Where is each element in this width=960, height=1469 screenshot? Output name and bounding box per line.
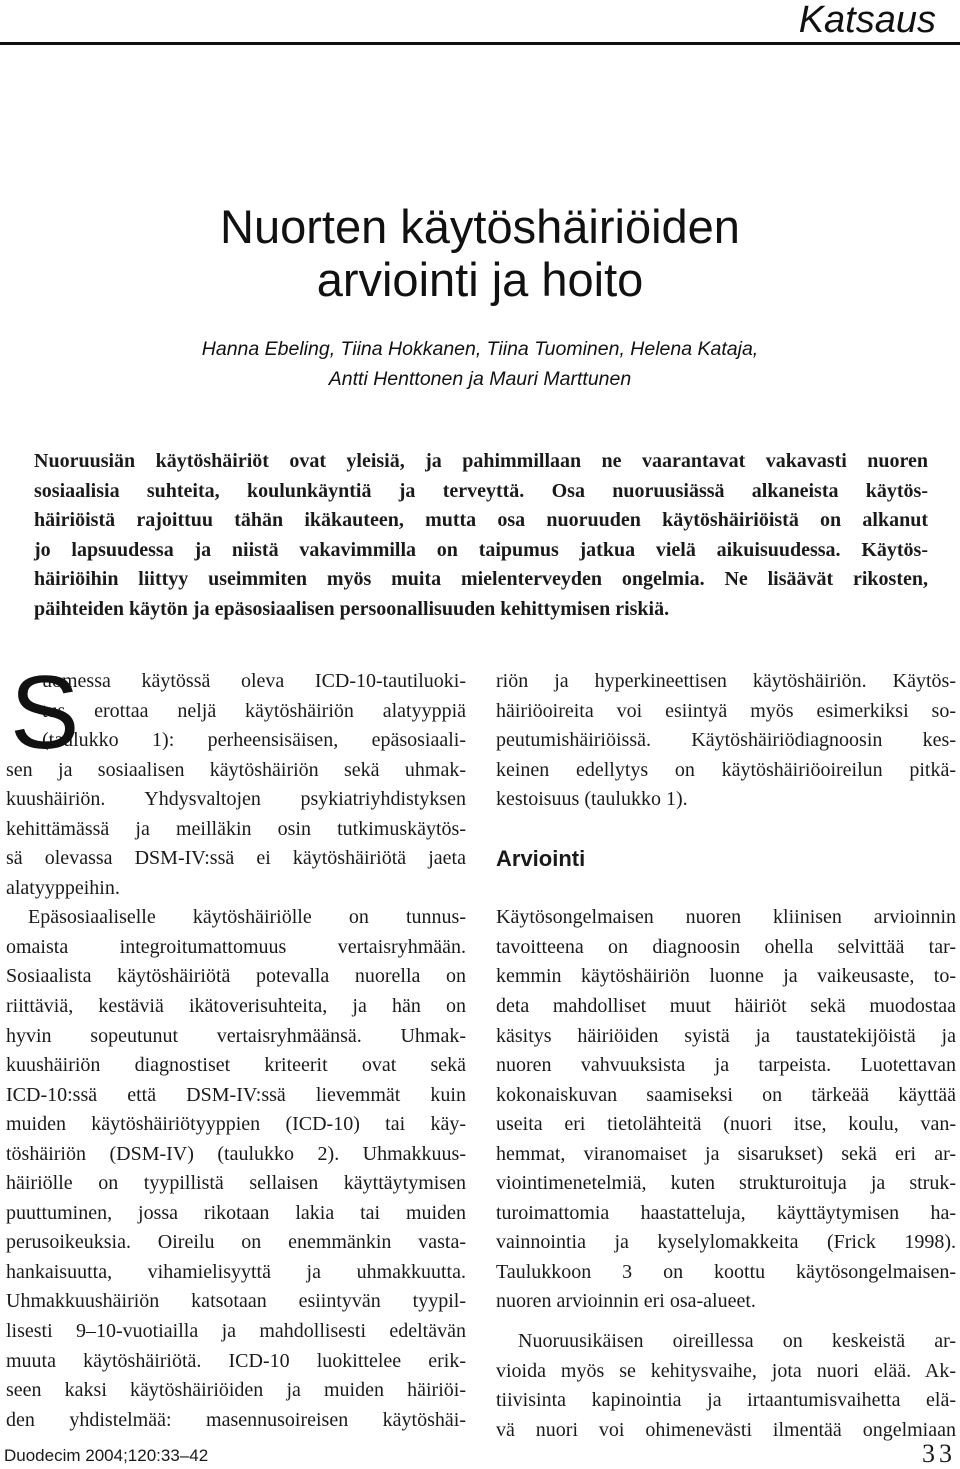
text-line: vä nuori voi ohimenevästi ilmentää ongelmiaan [496,1418,956,1441]
text-line: hankaisuutta, vihamielisyyttä ja uhmakkuutta. [6,1260,466,1283]
text-line: Nuoruusikäisen oireillessa on keskeistä ar- [518,1330,956,1353]
text-line: seen kaksi käytöshäiriöiden ja muiden häiriöi- [6,1379,466,1402]
text-line: vainnointia ja kyselylomakkeita (Frick 1998). [496,1231,956,1254]
drop-cap: S [10,655,80,771]
title-line: arviointi ja hoito [316,253,644,306]
section-heading: Arviointi [496,846,586,872]
paragraph [496,1327,956,1445]
text-line: sen ja sosiaalisen käytöshäiriön sekä uhmak- [6,758,466,781]
text-line: muiden käytöshäiriötyyppien (ICD-10) tai käy- [6,1113,466,1136]
text-line: Taulukkoon 3 on koottu käytösongelmaisen- [496,1260,956,1283]
text-line: peutumishäiriöissä. Käytöshäiriödiagnoosin kes- [496,729,956,752]
journal-citation: Duodecim 2004;120:33–42 [4,1446,209,1465]
text-line: Uhmakkuushäiriön katsotaan esiintyvän tyypil- [6,1290,466,1313]
abstract-line: Nuoruusiän käytöshäiriöt ovat yleisiä, ja pahimmillaan ne vaarantavat vakavasti nuoren [34,450,928,472]
text-line: Epäsosiaaliselle käytöshäiriölle on tunnus- [28,906,466,929]
text-line: ICD-10:ssä että DSM-IV:ssä lievemmät kuin [6,1083,466,1106]
text-line: deta mahdolliset muut häiriöt sekä muodostaa [496,995,956,1018]
text-line: kokonaiskuvan saamiseksi on tärkeää käyttää [496,1083,956,1106]
text-line: viointimenetelmiä, kuten strukturoituja ja struk- [496,1172,956,1195]
text-line: hemmat, viranomaiset ja sisarukset) sekä eri ar- [496,1142,956,1165]
text-line: (taulukko 1): perheensisäisen, epäsosiaali- [42,729,466,752]
text-line: turoimattomia haastatteluja, käyttäytymisen ha- [496,1201,956,1224]
title-line: Nuorten käytöshäiriöiden [220,200,740,253]
text-line: töshäiriön (DSM-IV) (taulukko 2). Uhmakkuus- [6,1142,466,1165]
text-line: hyvin sopeutunut vertaisryhmäänsä. Uhmak- [6,1024,466,1047]
text-line: käsitys häiriöiden syistä ja taustatekijöistä ja [496,1024,956,1047]
author-list [0,334,960,394]
text-line: kuushäiriön diagnostiset kriteerit ovat sekä [6,1054,466,1077]
text-line: perusoikeuksia. Oireilu on enemmänkin vasta- [6,1231,466,1254]
abstract [34,447,928,624]
author-line: Antti Henttonen ja Mauri Marttunen [328,368,632,390]
paragraph [6,903,466,1435]
text-line: Sosiaalista käytöshäiriötä potevalla nuorella on [6,965,466,988]
text-line: tiivisinta kapinointia ja irtaantumisvaihetta elä- [496,1389,956,1412]
text-line: tavoitteena on diagnoosin ohella selvittää tar- [496,935,956,958]
abstract-line: päihteiden käytön ja epäsosiaalisen persoonallisuuden kehittymisen riskiä. [34,597,670,620]
text-line: kemmin käytöshäiriön luonne ja vaikeusaste, to- [496,965,956,988]
section-label: Katsaus [798,0,936,41]
text-line: kestoisuus (taulukko 1). [496,788,688,811]
text-line: useita eri tietolähteitä (nuori itse, koulu, van- [496,1113,956,1136]
text-line: den yhdistelmää: masennusoireisen käytöshäi- [6,1408,466,1431]
text-line: Käytösongelmaisen nuoren kliinisen arvioinnin [496,906,956,929]
left-column [6,655,466,1435]
author-line: Hanna Ebeling, Tiina Hokkanen, Tiina Tuominen, Helena Kataja, [201,338,759,360]
text-line: muuta käytöshäiriötä. ICD-10 luokittelee erik- [6,1349,466,1372]
text-line: omaista integroitumattomuus vertaisryhmään. [6,935,466,958]
text-line: nuoren vahvuuksista ja tarpeista. Luotettavan [496,1054,956,1077]
abstract-line: jo lapsuudessa ja niistä vakavimmilla on taipumus jatkua vielä aikuisuudessa. Käytös- [34,538,928,561]
page-number: 33 [922,1439,956,1468]
text-line: riittäviä, kestäviä ikätoverisuhteita, ja hän on [6,995,466,1018]
spacer [496,1317,956,1327]
text-line: sä olevassa DSM-IV:ssä ei käytöshäiriötä jaeta [6,847,466,870]
abstract-line: sosiaalisia suhteita, koulunkäyntiä ja terveyttä. Osa nuoruusiässä alkaneista käytös- [34,479,928,502]
text-line: häiriöoireita voi esiintyä myös esimerkiksi so- [496,699,956,722]
text-line: lisesti 9–10-vuotiailla ja mahdollisesti edeltävän [6,1320,466,1343]
text-line: häiriölle on tyypillistä sellaisen käyttäytymisen [6,1172,466,1195]
text-line: kuushäiriön. Yhdysvaltojen psykiatriyhdistyksen [6,788,466,811]
text-line: alatyyppeihin. [6,876,120,899]
right-column [496,667,956,1445]
abstract-line: häiriöistä rajoittuu tähän ikäkauteen, mutta osa nuoruuden käytöshäiriöistä on alkanut [34,509,928,532]
abstract-line: häiriöihin liittyy useimmiten myös muita mielenterveyden ongelmia. Ne lisäävät rikosten, [34,568,928,591]
text-line: riön ja hyperkineettisen käytöshäiriön. Käytös- [496,670,956,692]
paragraph [496,667,956,815]
text-line: keinen edellytys on käytöshäiriöoireilun pitkä- [496,758,956,781]
text-line: tus erottaa neljä käytöshäiriön alatyyppiä [42,699,466,722]
paragraph [496,903,956,1317]
text-line: nuoren arvioinnin eri osa-alueet. [496,1290,756,1313]
text-line: uomessa käytössä oleva ICD-10-tautiluoki- [42,670,466,692]
spacer [496,815,956,845]
text-line: vioida myös se kehitysvaihe, jota nuori elää. Ak- [496,1359,956,1382]
header-rule [0,42,960,45]
article-title [0,200,960,306]
text-line: puuttuminen, jossa rikotaan lakia tai muiden [6,1201,466,1224]
text-line: kehittämässä ja meilläkin osin tutkimuskäytös- [6,817,466,840]
spacer [496,874,956,904]
